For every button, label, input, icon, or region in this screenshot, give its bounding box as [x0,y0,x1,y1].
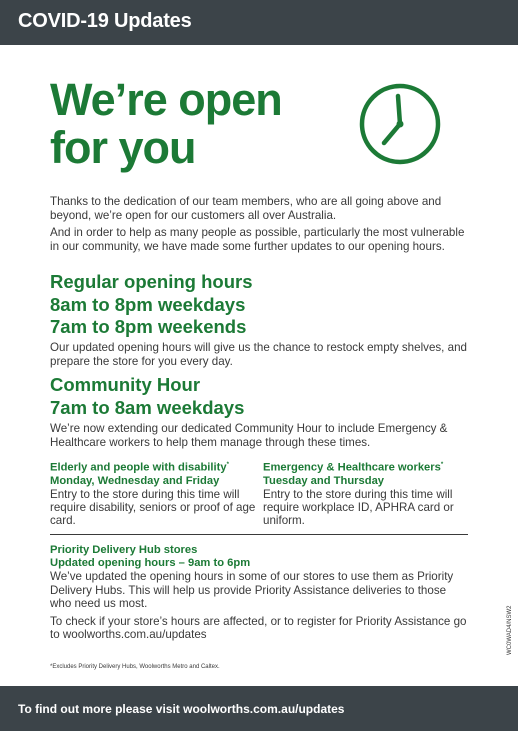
document-code: WC0WAD4/NSW2 [507,605,513,655]
priority-title: Priority Delivery Hub stores [50,544,198,556]
community-hour-title: Community Hour [50,374,201,395]
header-bar [0,0,518,45]
divider [50,534,468,535]
elderly-title-text: Elderly and people with disability [50,461,227,474]
emergency-title-text: Emergency & Healthcare workers [263,461,441,474]
elderly-body: Entry to the store during this time will require disability, seniors or proof of age card. [50,487,256,528]
regular-hours-weekends: 7am to 8pm weekends [50,316,247,337]
emergency-body: Entry to the store during this time will require workplace ID, APHRA card or uniform. [263,487,454,528]
footnote: *Excludes Priority Delivery Hubs, Woolworths Metro and Caltex. [50,664,220,670]
hero-line-1: We’re open [50,74,282,125]
elderly-column [50,459,262,528]
emergency-days: Tuesday and Thursday [263,474,385,487]
regular-hours-body: Our updated opening hours will give us the chance to restock empty shelves, and prepare the store for you every day. [50,341,467,368]
footer-bar [0,686,518,731]
footer-text: To find out more please visit woolworths.com.au/updates [18,702,345,716]
priority-subtitle: Updated opening hours – 9am to 6pm [50,557,251,569]
emergency-title [263,459,475,475]
community-hour-time: 7am to 8am weekdays [50,396,245,418]
hero-line-2: for you [50,122,196,173]
priority-section [50,544,470,642]
intro-paragraph-1: Thanks to the dedication of our team members, who are all going above and beyond, we’re open for our customers all over Australia. [50,195,442,222]
regular-hours-title: Regular opening hours [50,271,253,292]
priority-body-1: We’ve updated the opening hours in some of our stores to use them as Priority Delivery Hubs. This will help us provide Priority Assistance deliveries to those who need us most. [50,570,454,611]
community-hour-heading [50,374,244,419]
elderly-title [50,459,262,475]
regular-hours-heading [50,271,252,339]
intro-paragraph-2: And in order to help as many people as possible, particularly the most vulnerable in our community, we have made some further updates to our opening hours. [50,226,465,253]
hero-heading [50,76,282,172]
community-hour-body: We’re now extending our dedicated Community Hour to include Emergency & Healthcare workers to help them manage through these times. [50,422,448,449]
header-title: COVID-19 Updates [18,10,192,32]
clock-icon [358,82,442,166]
elderly-footnote-mark: * [226,462,229,468]
elderly-days: Monday, Wednesday and Friday [50,474,220,487]
regular-hours-weekdays: 8am to 8pm weekdays [50,293,246,315]
emergency-footnote-mark: * [440,462,444,468]
emergency-column [263,459,475,528]
priority-body-2: To check if your store’s hours are affected, or to register for Priority Assistance go to woolworths.com.au/updates [50,614,467,642]
